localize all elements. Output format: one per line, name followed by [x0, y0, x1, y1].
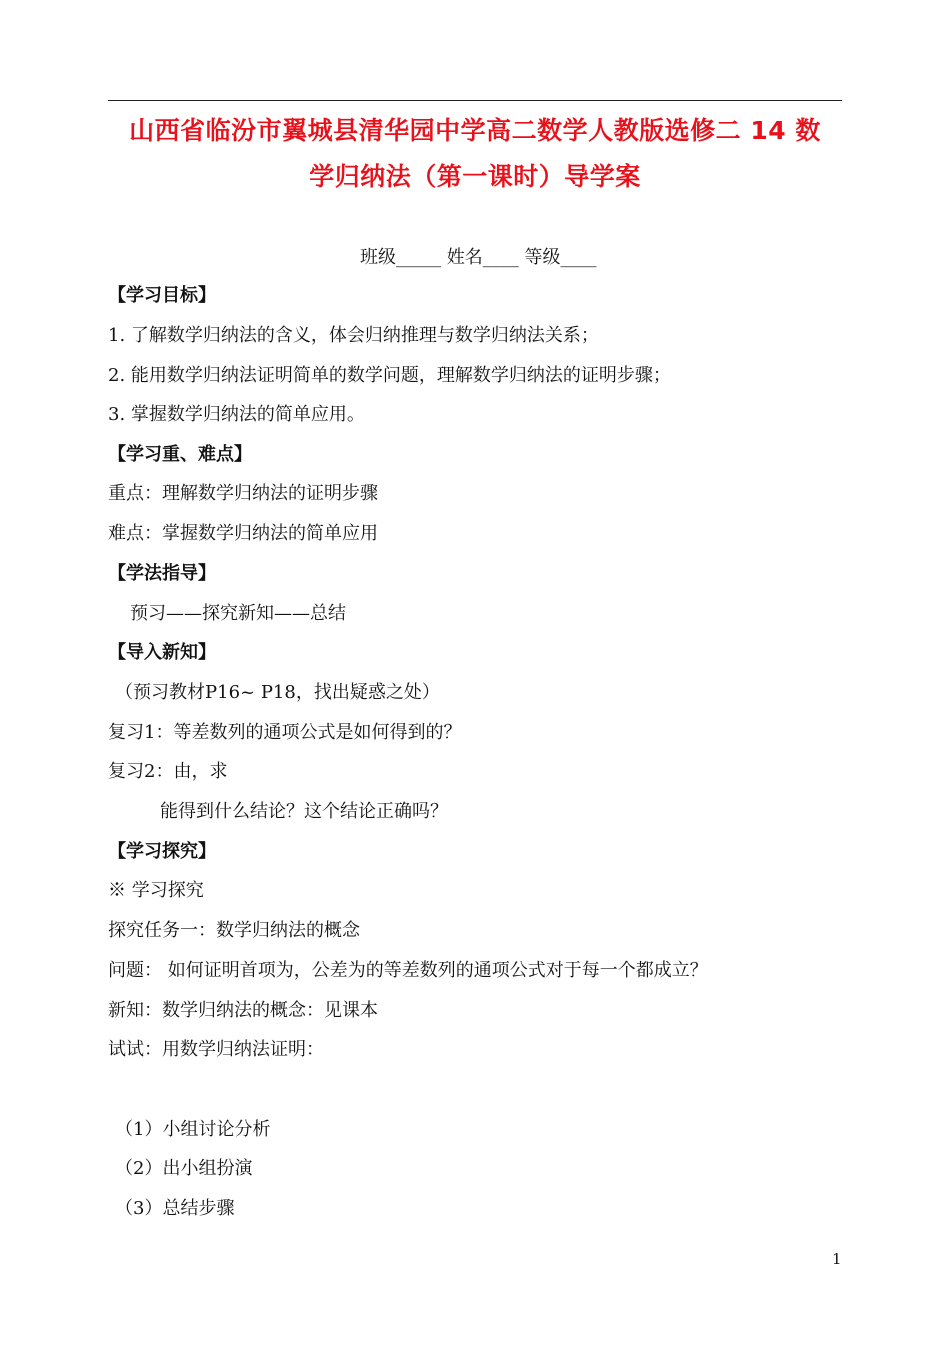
step-1: （1）小组讨论分析 — [115, 1119, 271, 1140]
step-2: （2）出小组扮演 — [115, 1158, 253, 1179]
class-name-grade-line: 班级_____ 姓名____ 等级____ — [360, 247, 597, 268]
new-knowledge: 新知：数学归纳法的概念：见课本 — [108, 1000, 378, 1021]
preview-note: （预习教材P16~ P18，找出疑惑之处） — [115, 682, 440, 703]
review-1: 复习1：等差数列的通项公式是如何得到的？ — [108, 722, 462, 743]
method-heading: 【学法指导】 — [108, 563, 216, 584]
goal-2: 2. 能用数学归纳法证明简单的数学问题，理解数学归纳法的证明步骤； — [108, 365, 671, 386]
goals-heading: 【学习目标】 — [108, 285, 216, 306]
intro-heading: 【导入新知】 — [108, 642, 216, 663]
key-point: 重点：理解数学归纳法的证明步骤 — [108, 483, 378, 504]
document-title — [108, 108, 842, 200]
review-2: 复习2：由，求 — [108, 761, 228, 782]
goal-1: 1. 了解数学归纳法的含义，体会归纳推理与数学归纳法关系； — [108, 325, 599, 346]
explore-mark: ※ 学习探究 — [108, 880, 204, 901]
try-it: 试试：用数学归纳法证明： — [108, 1039, 324, 1060]
step-3: （3）总结步骤 — [115, 1198, 235, 1219]
method-text: 预习——探究新知——总结 — [130, 603, 346, 624]
key-difficult-heading: 【学习重、难点】 — [108, 444, 252, 465]
title-line-2: 学归纳法（第一课时）导学案 — [309, 162, 641, 191]
page-number: 1 — [832, 1250, 842, 1268]
title-line-1: 山西省临汾市翼城县清华园中学高二数学人教版选修二 14 数 — [129, 116, 821, 145]
review-2-question: 能得到什么结论？这个结论正确吗？ — [160, 801, 448, 822]
top-rule — [108, 100, 842, 101]
explore-heading: 【学习探究】 — [108, 841, 216, 862]
task-1: 探究任务一：数学归纳法的概念 — [108, 920, 360, 941]
question: 问题： 如何证明首项为，公差为的等差数列的通项公式对于每一个都成立？ — [108, 960, 708, 981]
goal-3: 3. 掌握数学归纳法的简单应用。 — [108, 404, 365, 425]
difficult-point: 难点：掌握数学归纳法的简单应用 — [108, 523, 378, 544]
